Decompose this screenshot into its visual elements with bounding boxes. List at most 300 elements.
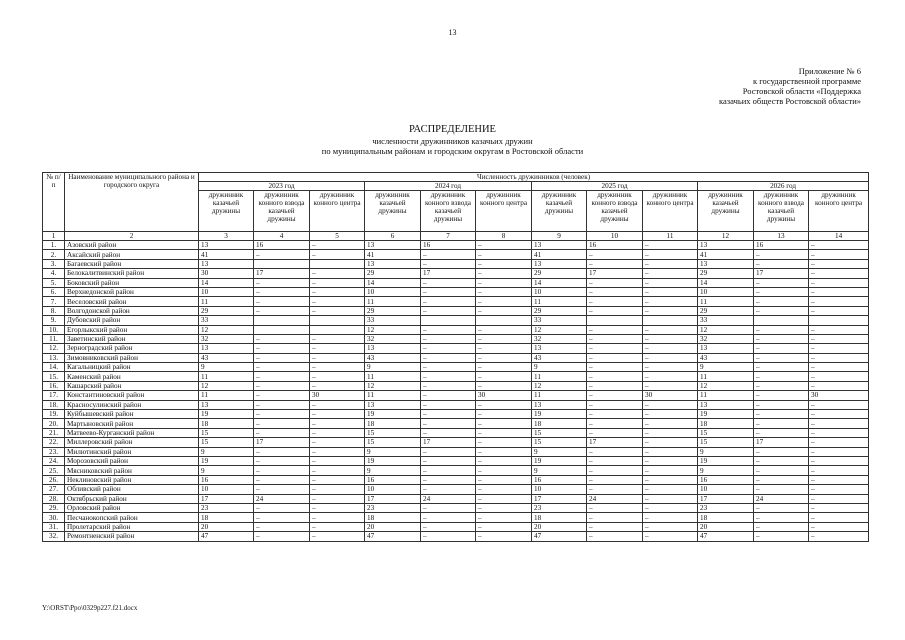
value-cell: 41 xyxy=(199,250,254,259)
value-cell: 20 xyxy=(532,522,587,531)
subcol-header: дружинник конного центра xyxy=(809,191,869,232)
value-cell: – xyxy=(754,475,809,484)
value-cell: 13 xyxy=(698,400,754,409)
value-cell: – xyxy=(310,353,365,362)
subcol-header: дружинник казачьей дружины xyxy=(199,191,254,232)
value-cell: – xyxy=(476,353,532,362)
value-cell: 16 xyxy=(199,475,254,484)
value-cell: – xyxy=(587,325,643,334)
value-cell: 9 xyxy=(199,363,254,372)
value-cell: – xyxy=(254,278,310,287)
value-cell: 43 xyxy=(698,353,754,362)
value-cell: – xyxy=(754,381,809,390)
value-cell: 18 xyxy=(199,513,254,522)
row-number: 30. xyxy=(43,513,65,522)
value-cell: – xyxy=(476,241,532,250)
value-cell: 17 xyxy=(254,438,310,447)
value-cell: – xyxy=(476,513,532,522)
value-cell: 16 xyxy=(587,241,643,250)
document-subtitle-line: по муниципальным районам и городским округам в Ростовской области xyxy=(321,146,584,156)
value-cell: 41 xyxy=(698,250,754,259)
value-cell: 18 xyxy=(698,513,754,522)
value-cell xyxy=(587,316,643,325)
value-cell: – xyxy=(809,250,869,259)
district-name: Мартыновский район xyxy=(65,419,199,428)
value-cell: – xyxy=(643,297,698,306)
table-body xyxy=(43,241,869,542)
district-name: Белокалитвинский район xyxy=(65,269,199,278)
value-cell: – xyxy=(587,522,643,531)
value-cell: – xyxy=(587,297,643,306)
column-number-cell: 4 xyxy=(254,232,310,241)
value-cell: 17 xyxy=(199,494,254,503)
value-cell: – xyxy=(643,363,698,372)
value-cell: – xyxy=(587,391,643,400)
district-name: Дубовский район xyxy=(65,316,199,325)
value-cell: 29 xyxy=(365,306,421,315)
value-cell: – xyxy=(254,475,310,484)
value-cell: – xyxy=(310,241,365,250)
value-cell: 11 xyxy=(698,297,754,306)
value-cell: 30 xyxy=(643,391,698,400)
value-cell xyxy=(476,316,532,325)
value-cell: – xyxy=(310,419,365,428)
value-cell: – xyxy=(476,259,532,268)
district-name: Красносулинский район xyxy=(65,400,199,409)
row-number: 28. xyxy=(43,494,65,503)
table-row xyxy=(43,428,869,437)
value-cell: – xyxy=(421,381,476,390)
value-cell: – xyxy=(809,456,869,465)
value-cell: – xyxy=(476,344,532,353)
value-cell: – xyxy=(643,325,698,334)
value-cell: – xyxy=(421,522,476,531)
value-cell: 12 xyxy=(532,381,587,390)
value-cell: 30 xyxy=(310,391,365,400)
value-cell: – xyxy=(310,344,365,353)
value-cell: – xyxy=(587,381,643,390)
column-number-cell: 14 xyxy=(809,232,869,241)
appendix-line: Приложение № 6 xyxy=(798,66,861,76)
value-cell: 13 xyxy=(199,259,254,268)
value-cell: 24 xyxy=(754,494,809,503)
value-cell xyxy=(310,259,365,268)
value-cell: 17 xyxy=(587,438,643,447)
subcol-header: дружинник казачьей дружины xyxy=(698,191,754,232)
table-row xyxy=(43,344,869,353)
value-cell: – xyxy=(754,325,809,334)
value-cell: 9 xyxy=(698,447,754,456)
district-name: Песчанокопский район xyxy=(65,513,199,522)
value-cell: 29 xyxy=(532,269,587,278)
column-number-cell: 2 xyxy=(65,232,199,241)
value-cell: – xyxy=(809,513,869,522)
value-cell: – xyxy=(476,269,532,278)
value-cell: 13 xyxy=(698,259,754,268)
table-row xyxy=(43,334,869,343)
value-cell: – xyxy=(310,438,365,447)
value-cell: – xyxy=(476,297,532,306)
value-cell: – xyxy=(643,522,698,531)
table-row xyxy=(43,532,869,541)
value-cell: – xyxy=(809,344,869,353)
value-cell: 10 xyxy=(698,287,754,296)
value-cell: 13 xyxy=(199,400,254,409)
row-number: 17. xyxy=(43,391,65,400)
value-cell: 19 xyxy=(698,410,754,419)
value-cell: – xyxy=(310,532,365,541)
table-row xyxy=(43,494,869,503)
value-cell: 14 xyxy=(532,278,587,287)
value-cell: 43 xyxy=(199,353,254,362)
value-cell: 13 xyxy=(365,344,421,353)
value-cell: – xyxy=(421,372,476,381)
row-number: 2. xyxy=(43,250,65,259)
district-name: Куйбышевский район xyxy=(65,410,199,419)
value-cell: – xyxy=(254,334,310,343)
value-cell: – xyxy=(476,372,532,381)
value-cell: – xyxy=(754,503,809,512)
value-cell: – xyxy=(643,278,698,287)
value-cell: – xyxy=(643,485,698,494)
value-cell: – xyxy=(421,466,476,475)
value-cell: 17 xyxy=(587,269,643,278)
value-cell: – xyxy=(476,381,532,390)
value-cell: – xyxy=(254,410,310,419)
value-cell: – xyxy=(643,419,698,428)
value-cell: – xyxy=(421,400,476,409)
year-header: 2024 год xyxy=(365,182,532,191)
value-cell: – xyxy=(310,475,365,484)
value-cell: 17 xyxy=(532,494,587,503)
value-cell: – xyxy=(476,287,532,296)
value-cell: – xyxy=(421,447,476,456)
value-cell: 20 xyxy=(365,522,421,531)
value-cell: – xyxy=(254,400,310,409)
value-cell: 19 xyxy=(365,456,421,465)
value-cell: – xyxy=(587,278,643,287)
subcol-header: дружинник казачьей дружины xyxy=(365,191,421,232)
row-number: 20. xyxy=(43,419,65,428)
appendix-block xyxy=(621,66,861,106)
value-cell: – xyxy=(476,503,532,512)
value-cell: – xyxy=(310,466,365,475)
value-cell: 23 xyxy=(199,503,254,512)
value-cell: 43 xyxy=(532,353,587,362)
row-number: 9. xyxy=(43,316,65,325)
value-cell: – xyxy=(254,363,310,372)
value-cell: – xyxy=(754,513,809,522)
value-cell: – xyxy=(643,438,698,447)
value-cell: 23 xyxy=(532,503,587,512)
row-number: 32. xyxy=(43,532,65,541)
value-cell: 33 xyxy=(532,316,587,325)
value-cell: – xyxy=(476,438,532,447)
value-cell: – xyxy=(809,503,869,512)
value-cell: – xyxy=(310,503,365,512)
value-cell: – xyxy=(809,532,869,541)
value-cell: – xyxy=(476,447,532,456)
value-cell: 19 xyxy=(532,410,587,419)
table-row xyxy=(43,259,869,268)
value-cell: 9 xyxy=(365,466,421,475)
district-name: Зерноградский район xyxy=(65,344,199,353)
value-cell: – xyxy=(643,241,698,250)
value-cell: 11 xyxy=(532,372,587,381)
column-number-cell: 7 xyxy=(421,232,476,241)
value-cell: – xyxy=(809,334,869,343)
value-cell: – xyxy=(310,513,365,522)
value-cell xyxy=(254,316,310,325)
value-cell: – xyxy=(809,306,869,315)
value-cell: – xyxy=(809,287,869,296)
value-cell: – xyxy=(587,475,643,484)
subcol-header: дружинник конного взвода казачьей дружины xyxy=(254,191,310,232)
value-cell xyxy=(310,316,365,325)
value-cell: 24 xyxy=(587,494,643,503)
value-cell: – xyxy=(643,475,698,484)
value-cell: 10 xyxy=(199,485,254,494)
table-row xyxy=(43,410,869,419)
value-cell: – xyxy=(254,297,310,306)
table-row xyxy=(43,466,869,475)
value-cell: – xyxy=(643,306,698,315)
value-cell: – xyxy=(643,287,698,296)
value-cell: 12 xyxy=(698,325,754,334)
value-cell: 29 xyxy=(199,306,254,315)
value-cell xyxy=(254,325,310,334)
value-cell: – xyxy=(754,372,809,381)
value-cell: – xyxy=(643,428,698,437)
appendix-line: казачьих обществ Ростовской области» xyxy=(719,96,861,106)
value-cell: – xyxy=(754,466,809,475)
value-cell: – xyxy=(421,325,476,334)
value-cell: – xyxy=(421,503,476,512)
value-cell: 16 xyxy=(754,241,809,250)
value-cell: 17 xyxy=(254,269,310,278)
value-cell: 11 xyxy=(199,391,254,400)
value-cell: – xyxy=(809,447,869,456)
row-number: 19. xyxy=(43,410,65,419)
value-cell: – xyxy=(809,485,869,494)
value-cell: 18 xyxy=(365,513,421,522)
value-cell: – xyxy=(421,353,476,362)
value-cell: 24 xyxy=(254,494,310,503)
district-name: Милютинский район xyxy=(65,447,199,456)
value-cell: – xyxy=(754,400,809,409)
year-header: 2023 год xyxy=(199,182,365,191)
subcol-header: дружинник конного центра xyxy=(476,191,532,232)
value-cell: 13 xyxy=(365,241,421,250)
value-cell: 29 xyxy=(532,306,587,315)
table-row xyxy=(43,250,869,259)
value-cell: – xyxy=(643,381,698,390)
column-number-cell: 8 xyxy=(476,232,532,241)
distribution-table xyxy=(42,172,869,542)
district-name: Аксайский район xyxy=(65,250,199,259)
value-cell: – xyxy=(809,410,869,419)
value-cell: – xyxy=(476,475,532,484)
row-number: 5. xyxy=(43,278,65,287)
value-cell: – xyxy=(809,259,869,268)
value-cell: – xyxy=(809,297,869,306)
subcol-header: дружинник конного взвода казачьей дружины xyxy=(587,191,643,232)
value-cell: – xyxy=(754,522,809,531)
column-number-cell: 3 xyxy=(199,232,254,241)
value-cell: 15 xyxy=(698,438,754,447)
value-cell: 17 xyxy=(754,438,809,447)
appendix-line: к государственной программе xyxy=(752,76,861,86)
value-cell: – xyxy=(643,259,698,268)
row-number: 23. xyxy=(43,447,65,456)
value-cell: – xyxy=(754,485,809,494)
value-cell: – xyxy=(587,259,643,268)
value-cell: 13 xyxy=(532,241,587,250)
district-name: Зимовниковский район xyxy=(65,353,199,362)
value-cell: – xyxy=(310,428,365,437)
value-cell: 13 xyxy=(698,241,754,250)
table-row xyxy=(43,287,869,296)
value-cell: – xyxy=(310,269,365,278)
value-cell: – xyxy=(643,503,698,512)
value-cell: 15 xyxy=(698,428,754,437)
value-cell: 14 xyxy=(199,278,254,287)
value-cell: – xyxy=(754,391,809,400)
table-row xyxy=(43,522,869,531)
value-cell: – xyxy=(476,410,532,419)
district-name: Миллеровский район xyxy=(65,438,199,447)
value-cell: 47 xyxy=(532,532,587,541)
value-cell: – xyxy=(254,532,310,541)
table-row xyxy=(43,372,869,381)
table-row xyxy=(43,325,869,334)
value-cell: 18 xyxy=(199,419,254,428)
value-cell: – xyxy=(476,419,532,428)
value-cell: 33 xyxy=(365,316,421,325)
table-row xyxy=(43,278,869,287)
district-name: Ремонтненский район xyxy=(65,532,199,541)
value-cell: – xyxy=(754,334,809,343)
district-name: Неклиновский район xyxy=(65,475,199,484)
value-cell: – xyxy=(809,522,869,531)
table-row xyxy=(43,363,869,372)
value-cell: 13 xyxy=(532,344,587,353)
value-cell: 23 xyxy=(365,503,421,512)
value-cell: – xyxy=(254,306,310,315)
value-cell: 15 xyxy=(365,428,421,437)
value-cell: 15 xyxy=(365,438,421,447)
table-row xyxy=(43,447,869,456)
value-cell: – xyxy=(421,259,476,268)
value-cell xyxy=(254,259,310,268)
value-cell: 16 xyxy=(421,241,476,250)
row-number: 6. xyxy=(43,287,65,296)
value-cell: – xyxy=(421,250,476,259)
subcol-header: дружинник конного центра xyxy=(310,191,365,232)
value-cell: 14 xyxy=(365,278,421,287)
value-cell: – xyxy=(754,353,809,362)
value-cell: – xyxy=(310,287,365,296)
value-cell: 10 xyxy=(365,485,421,494)
district-name: Орловский район xyxy=(65,503,199,512)
district-name: Октябрьский район xyxy=(65,494,199,503)
value-cell: 19 xyxy=(199,456,254,465)
district-name: Азовский район xyxy=(65,241,199,250)
value-cell: 18 xyxy=(698,419,754,428)
table-row xyxy=(43,391,869,400)
value-cell: – xyxy=(254,344,310,353)
column-number-cell: 11 xyxy=(643,232,698,241)
row-number: 11. xyxy=(43,334,65,343)
value-cell: 19 xyxy=(199,410,254,419)
value-cell: 13 xyxy=(199,344,254,353)
value-cell: 13 xyxy=(365,400,421,409)
value-cell: – xyxy=(754,278,809,287)
column-number-cell: 12 xyxy=(698,232,754,241)
value-cell: 32 xyxy=(365,334,421,343)
value-cell: – xyxy=(754,287,809,296)
value-cell: 18 xyxy=(532,513,587,522)
value-cell: – xyxy=(421,334,476,343)
row-number: 7. xyxy=(43,297,65,306)
value-cell: – xyxy=(809,372,869,381)
value-cell: – xyxy=(754,306,809,315)
value-cell: 12 xyxy=(199,381,254,390)
value-cell: – xyxy=(587,410,643,419)
value-cell: – xyxy=(476,363,532,372)
value-cell: – xyxy=(754,250,809,259)
row-number: 16. xyxy=(43,381,65,390)
value-cell: 9 xyxy=(698,466,754,475)
value-cell: 15 xyxy=(199,428,254,437)
value-cell: – xyxy=(254,485,310,494)
value-cell: – xyxy=(643,353,698,362)
value-cell: – xyxy=(809,494,869,503)
value-cell: – xyxy=(476,306,532,315)
year-header: 2025 год xyxy=(532,182,698,191)
value-cell: – xyxy=(421,532,476,541)
value-cell: – xyxy=(809,353,869,362)
subcol-header: дружинник казачьей дружины xyxy=(532,191,587,232)
value-cell: – xyxy=(254,372,310,381)
table-row xyxy=(43,456,869,465)
row-number: 25. xyxy=(43,466,65,475)
value-cell: – xyxy=(421,287,476,296)
value-cell xyxy=(809,316,869,325)
value-cell: 13 xyxy=(199,241,254,250)
value-cell: – xyxy=(809,419,869,428)
value-cell: – xyxy=(421,363,476,372)
value-cell: – xyxy=(421,297,476,306)
value-cell: – xyxy=(421,410,476,419)
value-cell: 41 xyxy=(365,250,421,259)
value-cell: – xyxy=(254,513,310,522)
value-cell: – xyxy=(754,419,809,428)
column-number-cell: 10 xyxy=(587,232,643,241)
value-cell: – xyxy=(254,503,310,512)
district-name: Пролетарский район xyxy=(65,522,199,531)
table-row xyxy=(43,381,869,390)
row-number: 12. xyxy=(43,344,65,353)
value-cell: 13 xyxy=(698,344,754,353)
value-cell: 29 xyxy=(698,306,754,315)
value-cell: – xyxy=(254,287,310,296)
value-cell: – xyxy=(809,363,869,372)
value-cell xyxy=(643,316,698,325)
value-cell: – xyxy=(254,456,310,465)
value-cell: – xyxy=(421,391,476,400)
value-cell: 9 xyxy=(532,447,587,456)
